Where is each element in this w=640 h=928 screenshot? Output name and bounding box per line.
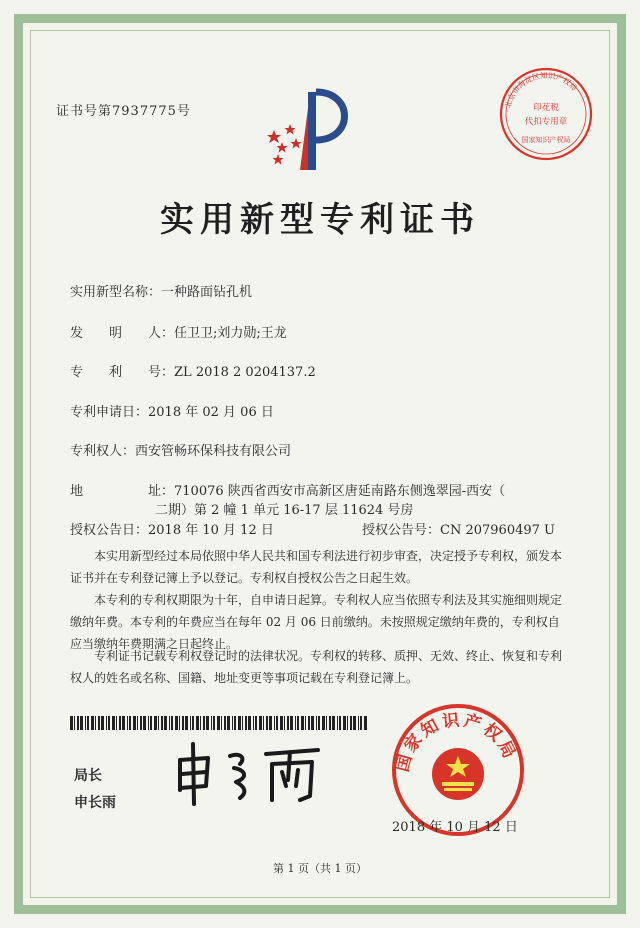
barcode-bar — [108, 716, 110, 730]
barcode-bar — [119, 716, 121, 730]
field-grant-date — [70, 519, 274, 538]
barcode-bar — [242, 716, 243, 730]
field-inventor — [70, 322, 287, 341]
barcode-bar — [182, 716, 184, 730]
barcode-bar — [311, 716, 314, 730]
barcode-bar — [164, 716, 167, 730]
barcode-bar — [122, 716, 125, 730]
field-label: 发 明 人： — [70, 326, 175, 341]
barcode-bar — [98, 716, 100, 730]
barcode-bar — [129, 716, 131, 730]
page-footer: 第 1 页（共 1 页） — [273, 862, 367, 875]
barcode-bar — [276, 716, 278, 730]
barcode-bar — [140, 716, 142, 730]
barcode-bar — [112, 716, 115, 730]
barcode-bar — [106, 716, 107, 730]
field-value: 任卫卫;刘力勋;王龙 — [174, 326, 287, 341]
barcode-bar — [337, 716, 338, 730]
director-name: 申长雨 — [74, 795, 116, 811]
handwritten-signature — [170, 738, 330, 810]
barcode-bar — [248, 716, 251, 730]
director-title: 局长 — [74, 768, 102, 784]
barcode-bar — [211, 716, 212, 730]
field-label: 授权公告号： — [362, 523, 441, 538]
barcode-bar — [255, 716, 257, 730]
barcode-bar — [116, 716, 117, 730]
field-value: 一种路面钻孔机 — [161, 285, 253, 300]
barcode-bar — [179, 716, 180, 730]
field-address — [70, 480, 505, 499]
barcode-bar — [221, 716, 222, 730]
barcode-bar — [169, 716, 170, 730]
barcode-bar — [339, 716, 341, 730]
barcode-bar — [143, 716, 146, 730]
barcode-bar — [190, 716, 191, 730]
barcode-bar — [253, 716, 254, 730]
barcode-bar — [358, 716, 359, 730]
barcode-bar — [329, 716, 331, 730]
field-patentee — [70, 440, 291, 459]
barcode-bar — [343, 716, 346, 730]
barcode-bar — [213, 716, 215, 730]
barcode-bar — [161, 716, 163, 730]
barcode-bar — [308, 716, 310, 730]
barcode-bar — [316, 716, 317, 730]
stamp-line-3: 国家知识产权局 — [521, 136, 571, 144]
barcode-bar — [301, 716, 304, 730]
barcode-bar — [227, 716, 230, 730]
barcode — [70, 716, 370, 730]
field-label: 地 址： — [70, 484, 175, 499]
barcode-bar — [74, 716, 75, 730]
barcode-bar — [175, 716, 178, 730]
field-label: 实用新型名称： — [70, 285, 162, 300]
barcode-bar — [297, 716, 299, 730]
barcode-bar — [101, 716, 104, 730]
barcode-bar — [91, 716, 94, 730]
barcode-bar — [137, 716, 138, 730]
barcode-bar — [200, 716, 201, 730]
paragraph-1: 本实用新型经过本局依照中华人民共和国专利法进行初步审查，决定授予专利权，颁发本证书并在专利登记簿上予以登记。专利权自授权公告之日起生效。 — [70, 549, 563, 585]
barcode-bar — [318, 716, 320, 730]
seal-date: 2018 年 10 月 12 日 — [392, 820, 518, 835]
field-label: 授权公告日： — [70, 523, 149, 538]
barcode-bar — [234, 716, 236, 730]
barcode-bar — [290, 716, 293, 730]
barcode-bar — [158, 716, 159, 730]
field-value: CN 207960497 U — [440, 523, 555, 538]
barcode-bar — [154, 716, 157, 730]
barcode-bar — [350, 716, 352, 730]
field-value: 710076 陕西省西安市高新区唐延南路东侧逸翠园-西安（ — [174, 484, 506, 499]
barcode-bar — [263, 716, 264, 730]
barcode-bar — [274, 716, 275, 730]
barcode-bar — [185, 716, 188, 730]
paragraph-2: 本专利的专利权期限为十年，自申请日起算。专利权人应当依照专利法及其实施细则规定缴纳年费。本专利的年费应当在每年 02 月 06 日前缴纳。未按照规定缴纳年费的，专利权自应当缴纳年费期满之日起终止。 — [70, 593, 563, 651]
barcode-bar — [206, 716, 209, 730]
field-application-date — [70, 401, 274, 420]
barcode-bar — [280, 716, 283, 730]
barcode-bar — [133, 716, 136, 730]
barcode-bar — [127, 716, 128, 730]
barcode-bar — [80, 716, 83, 730]
field-value: 西安管畅环保科技有限公司 — [135, 444, 292, 459]
barcode-bar — [259, 716, 262, 730]
certificate-number: 证书号第7937775号 — [56, 104, 191, 119]
document-title: 实用新型专利证书 — [160, 200, 480, 240]
barcode-bar — [245, 716, 247, 730]
barcode-bar — [203, 716, 205, 730]
barcode-bar — [150, 716, 152, 730]
barcode-bar — [266, 716, 268, 730]
barcode-bar — [364, 716, 367, 730]
address-line-2: 二期）第 2 幢 1 单元 16-17 层 11624 号房 — [155, 503, 414, 518]
barcode-bar — [85, 716, 86, 730]
barcode-bar — [171, 716, 173, 730]
barcode-bar — [332, 716, 335, 730]
barcode-bar — [360, 716, 362, 730]
barcode-bar — [353, 716, 356, 730]
barcode-bar — [196, 716, 199, 730]
seal-text: 国家知识产权局 — [392, 710, 521, 775]
barcode-bar — [70, 716, 73, 730]
paragraph-3: 专利证书记载专利权登记时的法律状况。专利权的转移、质押、无效、终止、恢复和专利权人的姓名或名称、国籍、地址变更等事项记载在专利登记簿上。 — [70, 649, 563, 685]
tax-stamp — [496, 64, 596, 164]
stamp-line-1: 印花税 — [533, 103, 559, 113]
barcode-bar — [224, 716, 226, 730]
cnipa-logo-icon — [262, 78, 362, 178]
barcode-bar — [95, 716, 96, 730]
barcode-bar — [287, 716, 289, 730]
barcode-bar — [347, 716, 348, 730]
barcode-bar — [305, 716, 306, 730]
field-utility-name — [70, 281, 252, 300]
field-value: 2018 年 02 月 06 日 — [148, 405, 274, 420]
field-label: 专利权人： — [70, 444, 136, 459]
barcode-bar — [87, 716, 89, 730]
barcode-bar — [269, 716, 272, 730]
field-value: 2018 年 10 月 12 日 — [148, 523, 274, 538]
barcode-bar — [217, 716, 220, 730]
stamp-line-2: 代扣专用章 — [524, 117, 568, 127]
barcode-bar — [322, 716, 325, 730]
field-patent-no — [70, 361, 316, 380]
stamp-arc-text: 北京市海淀区知识产权局 — [503, 70, 579, 109]
barcode-bar — [284, 716, 285, 730]
barcode-bar — [232, 716, 233, 730]
barcode-bar — [77, 716, 79, 730]
barcode-bar — [238, 716, 241, 730]
field-value: ZL 2018 2 0204137.2 — [174, 365, 316, 380]
barcode-bar — [192, 716, 194, 730]
barcode-bar — [326, 716, 327, 730]
barcode-bar — [295, 716, 296, 730]
field-grant-no — [362, 519, 555, 538]
barcode-bar — [148, 716, 149, 730]
field-label: 专 利 号： — [70, 365, 175, 380]
field-label: 专利申请日： — [70, 405, 149, 420]
